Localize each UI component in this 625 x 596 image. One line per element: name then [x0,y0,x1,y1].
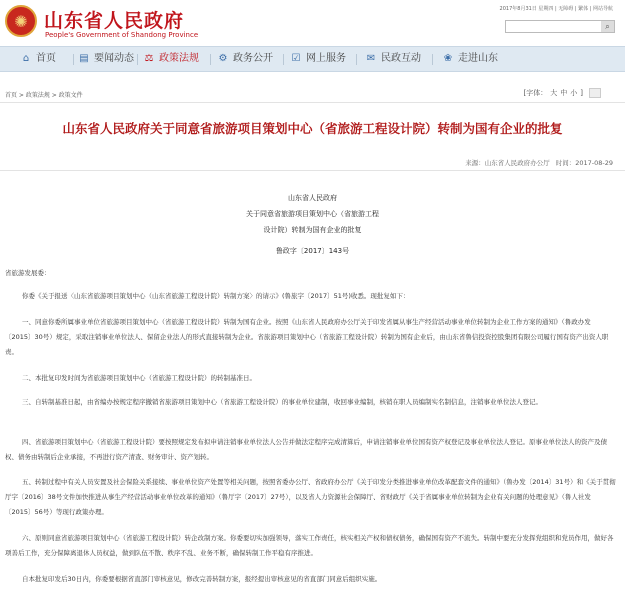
print-icon[interactable] [589,88,601,98]
body-paragraph: 一、同意你委所属事业单位省旅游项目策划中心（省旅游工程设计院）转制为国有企业。按照《山东省人民政府办公厅关于印发省属从事生产经营活动事业单位转制为企业工作方案的通知》（鲁政办发〔2015〕30号）规定，采取注销事业单位法人、保留企业法人的形式直接转制为企业。省旅游项目策划中心（省旅游工程设计院）转制为国有企业后，由山东省鲁信投资控股集团有限公司履行国有资产出资人职责。 [5,318,609,356]
nav-divider [432,54,433,65]
site-header [0,0,625,46]
font-size-medium[interactable]: 中 [560,89,568,97]
nav-divider [283,54,284,65]
doc-title-line-2: 设计院）转制为国有企业的批复 [263,226,362,234]
main-nav [0,46,625,72]
font-size-switcher: [字体： 大 中 小 ] [521,88,601,98]
article-source: 来源：山东省人民政府办公厅 [465,159,550,167]
search-input[interactable] [505,20,615,33]
doc-issuer: 山东省人民政府 [288,194,337,202]
article-meta [459,158,613,167]
nav-item-gov-open[interactable]: ⚙ 政务公开 [217,47,273,71]
body-paragraph: 三、自转制基准日起，由省编办按规定程序撤销省旅游项目策划中心（省旅游工程设计院）的事业单位建制，收回事业编制，核销在职人员编制实名制信息，注销事业单位法人登记。 [22,398,542,406]
body-paragraph: 六、原则同意省旅游项目策划中心（省旅游工程设计院）转企改制方案。你委要切实加强领导，落实工作责任，核实相关产权和债权债务，确保国有资产不流失。转制中要充分发挥党组织和党员作用，做好各项善后工作，充分保障离退休人员权益，做到队伍不散、秩序不乱、业务不断，确保转制工作平稳有序推进。 [5,534,614,557]
font-size-small[interactable]: 小 [570,89,578,97]
nav-item-policy[interactable]: ⚖ 政策法规 [143,47,199,71]
site-title[interactable]: 山东省人民政府 [44,10,185,32]
national-emblem-icon[interactable]: ✺ [5,5,37,37]
site-subtitle: People's Government of Shandong Province [45,31,199,39]
nav-item-interact[interactable]: ✉ 民政互动 [365,47,421,71]
nav-item-service[interactable]: ☑ 网上服务 [290,47,346,71]
search-icon[interactable]: ⌕ [601,21,614,32]
doc-title-line-1: 关于同意省旅游项目策划中心（省旅游工程 [246,210,379,218]
body-paragraph: 你委《关于报送〈山东省旅游项目策划中心（山东省旅游工程设计院）转制方案〉的请示》(鲁旅字〔2017〕51号)收悉。现批复如下： [22,292,410,300]
font-size-large[interactable]: 大 [550,89,558,97]
doc-number: 鲁政字〔2017〕143号 [275,247,350,255]
discover-icon: ❀ [443,53,453,64]
article-date: 时间：2017-08-29 [555,159,613,167]
law-icon: ⚖ [144,53,154,64]
interact-icon: ✉ [366,53,376,64]
gov-open-icon: ⚙ [218,53,228,64]
nav-divider [356,54,357,65]
addressee: 省旅游发展委： [5,269,51,277]
nav-item-news[interactable]: ▤ 要闻动态 [78,47,134,71]
home-icon: ⌂ [22,53,30,64]
body-paragraph: 四、省旅游项目策划中心（省旅游工程设计院）要按照规定发布拟申请注销事业单位法人公告并做法定程序完成清算后，申请注销事业单位国有资产权登记及事业单位法人登记。原事业单位法人的资产及债权、债务由转制后企业承接，不再进行资产清查、财务审计、资产划转。 [5,438,607,461]
service-icon: ☑ [291,53,301,64]
nav-item-discover[interactable]: ❀ 走进山东 [442,47,498,71]
breadcrumb-bar [0,88,625,103]
nav-divider [210,54,211,65]
nav-divider [137,54,138,65]
body-paragraph: 五、转制过程中有关人员安置及社会保险关系接续、事业单位资产处置等相关问题，按照省委办公厅、省政府办公厅《关于印发分类推进事业单位改革配套文件的通知》（鲁办发〔2014〕31号）和《关于贯彻厅字〔2016〕38号文件加快推进从事生产经营活动事业单位改革的通知》（鲁厅字〔2017〕27号），以及省人力资源社会保障厅、省财政厅《关于省属事业单位转制为企业有关问题的处理意见》（鲁人社发〔2015〕56号）等现行政策办理。 [5,478,616,516]
nav-divider [73,54,74,65]
news-icon: ▤ [79,53,89,64]
divider [0,170,625,171]
nav-item-home[interactable]: ⌂ 首页 [20,47,56,71]
body-paragraph: 二、本批复印发时间为省旅游项目策划中心（省旅游工程设计院）的转制基准日。 [22,374,256,382]
top-utility-bar[interactable]: 2017年8月31日 星期四 | 无障碍 | 繁体 | 网站导航 [499,6,613,12]
body-paragraph: 自本批复印发后30日内，你委要根据省直部门审核意见，修改完善转制方案，报经提出审核意见的省直部门同意后组织实施。 [22,575,382,583]
breadcrumb[interactable]: 首页 > 政策法规 > 政策文件 [5,92,83,99]
article-title: 山东省人民政府关于同意省旅游项目策划中心（省旅游工程设计院）转制为国有企业的批复 [62,121,563,136]
